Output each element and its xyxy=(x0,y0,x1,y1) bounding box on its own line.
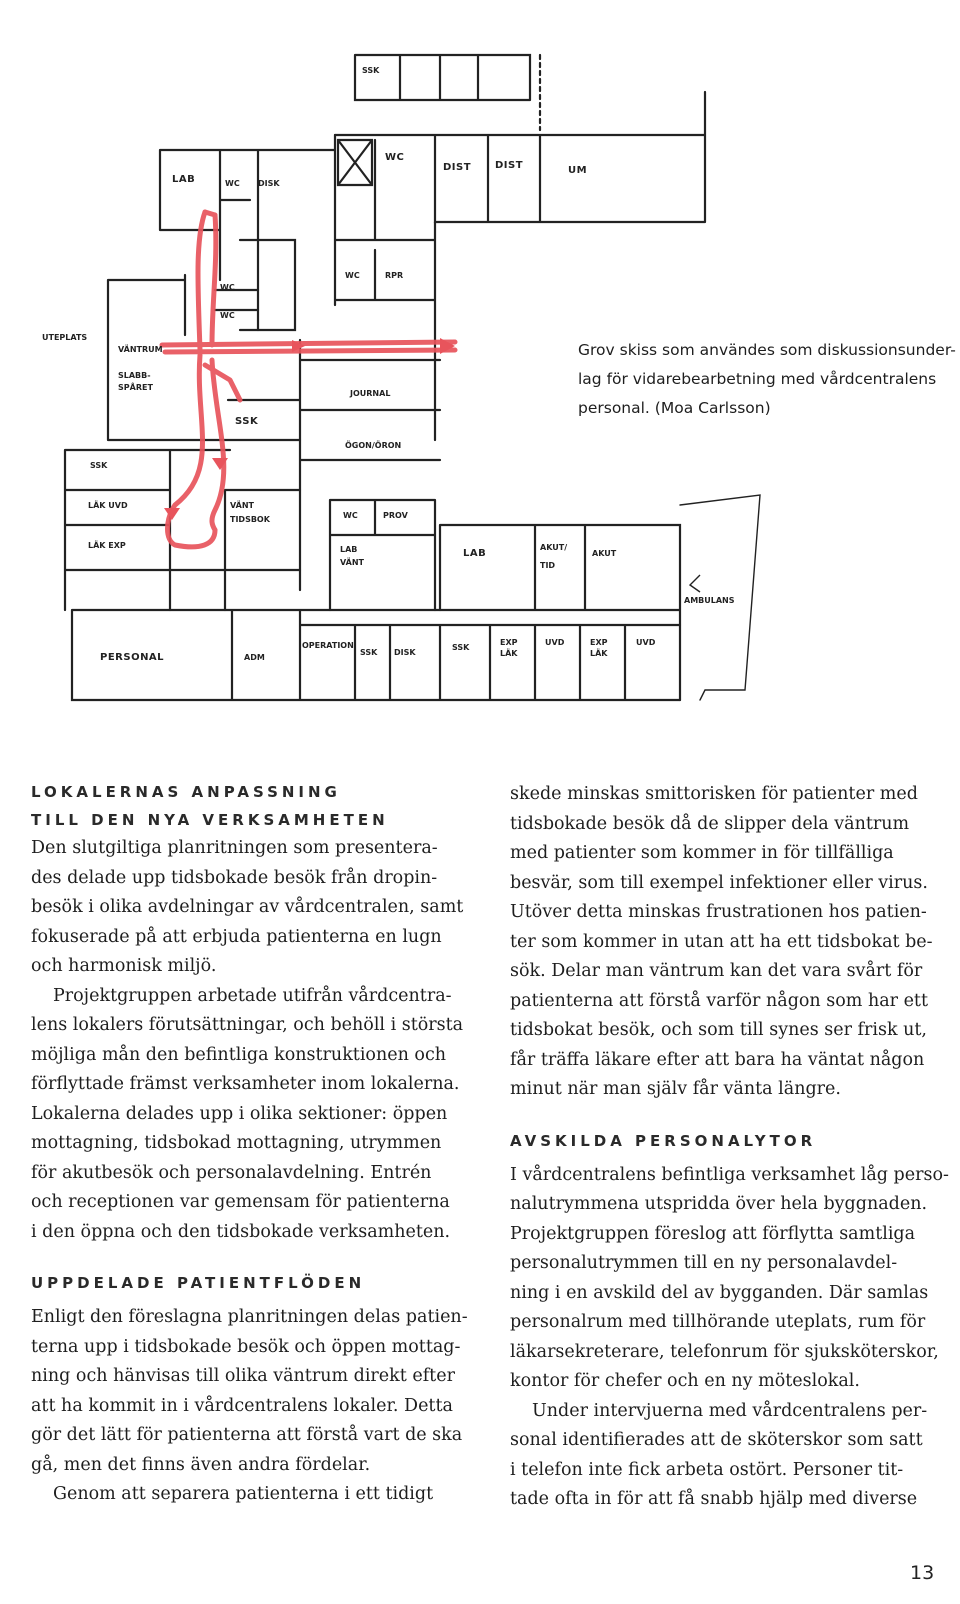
paragraph xyxy=(31,1480,479,1510)
text-line: mottagning, tidsbokad mottagning, utrymmen xyxy=(31,1133,442,1153)
heading-line: TILL DEN NYA VERKSAMHETEN xyxy=(31,811,389,829)
text-line: patienterna att förstå varför någon som har ett xyxy=(510,990,928,1011)
sketch-label: LÄK xyxy=(590,649,608,658)
text-line: med patienter som kommer in för tillfälliga xyxy=(510,843,894,863)
paragraph xyxy=(510,1161,960,1397)
sketch-label: ÖGON/ÖRON xyxy=(345,441,402,450)
page-number: 13 xyxy=(910,1562,935,1584)
sketch-label: AMBULANS xyxy=(684,596,735,605)
caption-line: personal. (Moa Carlsson) xyxy=(578,399,771,417)
heading-line: LOKALERNAS ANPASSNING xyxy=(31,783,341,801)
sketch-label: DISK xyxy=(258,179,280,188)
paragraph xyxy=(31,834,479,982)
text-line: besök i olika avdelningar av vårdcentralen, samt xyxy=(31,897,464,917)
paragraph xyxy=(510,780,960,1105)
sketch-label: UTEPLATS xyxy=(42,333,88,342)
text-line: förflyttade främst verksamheter inom lokalerna. xyxy=(31,1074,460,1094)
text-line: läkarsekreterare, telefonrum för sjuksköterskor, xyxy=(510,1341,939,1362)
sketch-label: LÄK xyxy=(500,649,518,658)
sketch-label: UM xyxy=(568,165,588,176)
text-line: fokuserade på att erbjuda patienterna en lugn xyxy=(31,926,442,947)
text-line: Utöver detta minskas frustrationen hos patien- xyxy=(510,902,927,922)
text-line: Projektgruppen arbetade utifrån vårdcentra- xyxy=(53,985,452,1006)
sketch-label: JOURNAL xyxy=(350,389,391,398)
sketch-label: VÄNT xyxy=(340,558,364,567)
text-line: för akutbesök och personalavdelning. Entrén xyxy=(31,1162,432,1183)
text-line: Lokalerna delades upp i olika sektioner: öppen xyxy=(31,1103,448,1124)
text-line: kontor för chefer och en ny möteslokal. xyxy=(510,1371,860,1391)
paragraph xyxy=(31,982,479,1248)
sketch-label: OPERATION xyxy=(302,641,354,650)
paragraph xyxy=(510,1397,960,1515)
text-line: ter som kommer in utan att ha ett tidsbokat be- xyxy=(510,931,933,952)
sketch-label: AKUT xyxy=(592,549,617,558)
section-heading-personalytor: AVSKILDA PERSONALYTOR xyxy=(510,1131,817,1150)
text-line: gör det lätt för patienterna att förstå vart de ska xyxy=(31,1425,463,1445)
text-line: sök. Delar man väntrum kan det vara svårt för xyxy=(510,961,923,981)
text-line: Den slutgiltiga planritningen som presentera- xyxy=(31,838,438,858)
text-line: nalutrymmena utspridda över hela byggnaden. xyxy=(510,1194,928,1214)
entry-arrow-icon xyxy=(690,575,700,592)
text-line: Genom att separera patienterna i ett tidigt xyxy=(53,1484,434,1504)
sketch-label: WC xyxy=(345,271,360,280)
text-line: ning och hänvisas till olika väntrum direkt efter xyxy=(31,1366,455,1386)
sketch-label: UVD xyxy=(636,638,656,647)
sketch-label: DIST xyxy=(443,162,472,173)
text-line: personalrum med tillhörande uteplats, rum för xyxy=(510,1312,926,1332)
sketch-label: EXP xyxy=(590,638,608,647)
sketch-label: WC xyxy=(385,152,405,163)
section-heading-patientfloden: UPPDELADE PATIENTFLÖDEN xyxy=(31,1274,366,1292)
text-line: tidsbokade besök då de slipper dela väntrum xyxy=(510,813,910,834)
sketch-label: LÄK EXP xyxy=(88,541,126,550)
sketch-label: SPÅRET xyxy=(118,383,153,392)
sketch-label: SSK xyxy=(362,66,380,75)
section-heading-lokaler xyxy=(31,778,479,834)
sketch-label: VÄNT xyxy=(230,501,254,510)
sketch-label: SSK xyxy=(90,461,108,470)
sketch-label: DIST xyxy=(495,160,524,171)
text-line: tade ofta in för att få snabb hjälp med diverse xyxy=(510,1489,918,1509)
paragraph xyxy=(31,1303,479,1480)
sketch-label: ADM xyxy=(244,653,265,662)
caption-line: lag för vidarebearbetning med vårdcentralens xyxy=(578,370,937,388)
text-line: Under intervjuerna med vårdcentralens per- xyxy=(532,1400,928,1421)
sketch-label: LAB xyxy=(172,174,196,185)
sketch-label: UVD xyxy=(545,638,565,647)
text-line: och harmonisk miljö. xyxy=(31,956,217,976)
sketch-label: LAB xyxy=(463,548,487,559)
sketch-label: DISK xyxy=(394,648,416,657)
text-line: lens lokalers förutsättningar, och behöll i största xyxy=(31,1015,464,1035)
sketch-label: SSK xyxy=(452,643,470,652)
text-line: tidsbokat besök, och som till synes ser frisk ut, xyxy=(510,1020,927,1040)
sketch-label: TID xyxy=(540,561,556,570)
sketch-label: WC xyxy=(220,283,235,292)
text-line: i telefon inte fick arbeta ostört. Personer tit- xyxy=(510,1459,904,1480)
sketch-label: PROV xyxy=(383,511,408,520)
sketch-label: SSK xyxy=(235,416,259,427)
text-line: I vårdcentralens befintliga verksamhet låg perso- xyxy=(510,1164,949,1185)
sketch-label: RPR xyxy=(385,271,404,280)
text-line: gå, men det finns även andra fördelar. xyxy=(31,1454,371,1475)
sketch-label: SSK xyxy=(360,648,378,657)
text-line: des delade upp tidsbokade besök från dropin- xyxy=(31,867,438,888)
sketch-label: AKUT/ xyxy=(540,543,568,552)
sketch-label: VÄNTRUM xyxy=(118,345,163,354)
sketch-label: PERSONAL xyxy=(100,652,165,663)
text-line: skede minskas smittorisken för patienter med xyxy=(510,784,918,804)
sketch-label: EXP xyxy=(500,638,518,647)
text-line: möjliga mån den befintliga konstruktionen och xyxy=(31,1044,447,1065)
figure-caption xyxy=(578,336,956,423)
text-line: får träffa läkare efter att bara ha väntat någon xyxy=(510,1049,925,1070)
sketch-label: LAB xyxy=(340,545,358,554)
sketch-label: WC xyxy=(343,511,358,520)
sketch-label: WC xyxy=(220,311,235,320)
text-line: i den öppna och den tidsbokade verksamheten. xyxy=(31,1221,451,1242)
text-line: personalutrymmen till en ny personalavdel- xyxy=(510,1253,898,1273)
left-column xyxy=(31,778,479,1510)
caption-line: Grov skiss som användes som diskussionsunder- xyxy=(578,341,956,359)
sketch-label: LÄK UVD xyxy=(88,501,128,510)
right-column xyxy=(510,780,960,1515)
text-line: sonal identifierades att de sköterskor som satt xyxy=(510,1430,923,1450)
sketch-label: WC xyxy=(225,179,240,188)
sketch-label: SLABB- xyxy=(118,371,151,380)
text-line: och receptionen var gemensam för patienterna xyxy=(31,1192,450,1212)
sketch-label: TIDSBOK xyxy=(230,515,270,524)
text-line: att ha kommit in i vårdcentralens lokaler. Detta xyxy=(31,1395,453,1416)
text-line: Projektgruppen föreslog att förflytta samtliga xyxy=(510,1223,916,1244)
text-line: ning i en avskild del av bygganden. Där samlas xyxy=(510,1282,929,1303)
text-line: minut när man själv får vänta längre. xyxy=(510,1079,841,1099)
text-line: terna upp i tidsbokade besök och öppen mottag- xyxy=(31,1336,461,1357)
text-line: besvär, som till exempel infektioner eller virus. xyxy=(510,872,928,893)
text-line: Enligt den föreslagna planritningen delas patien- xyxy=(31,1307,468,1327)
